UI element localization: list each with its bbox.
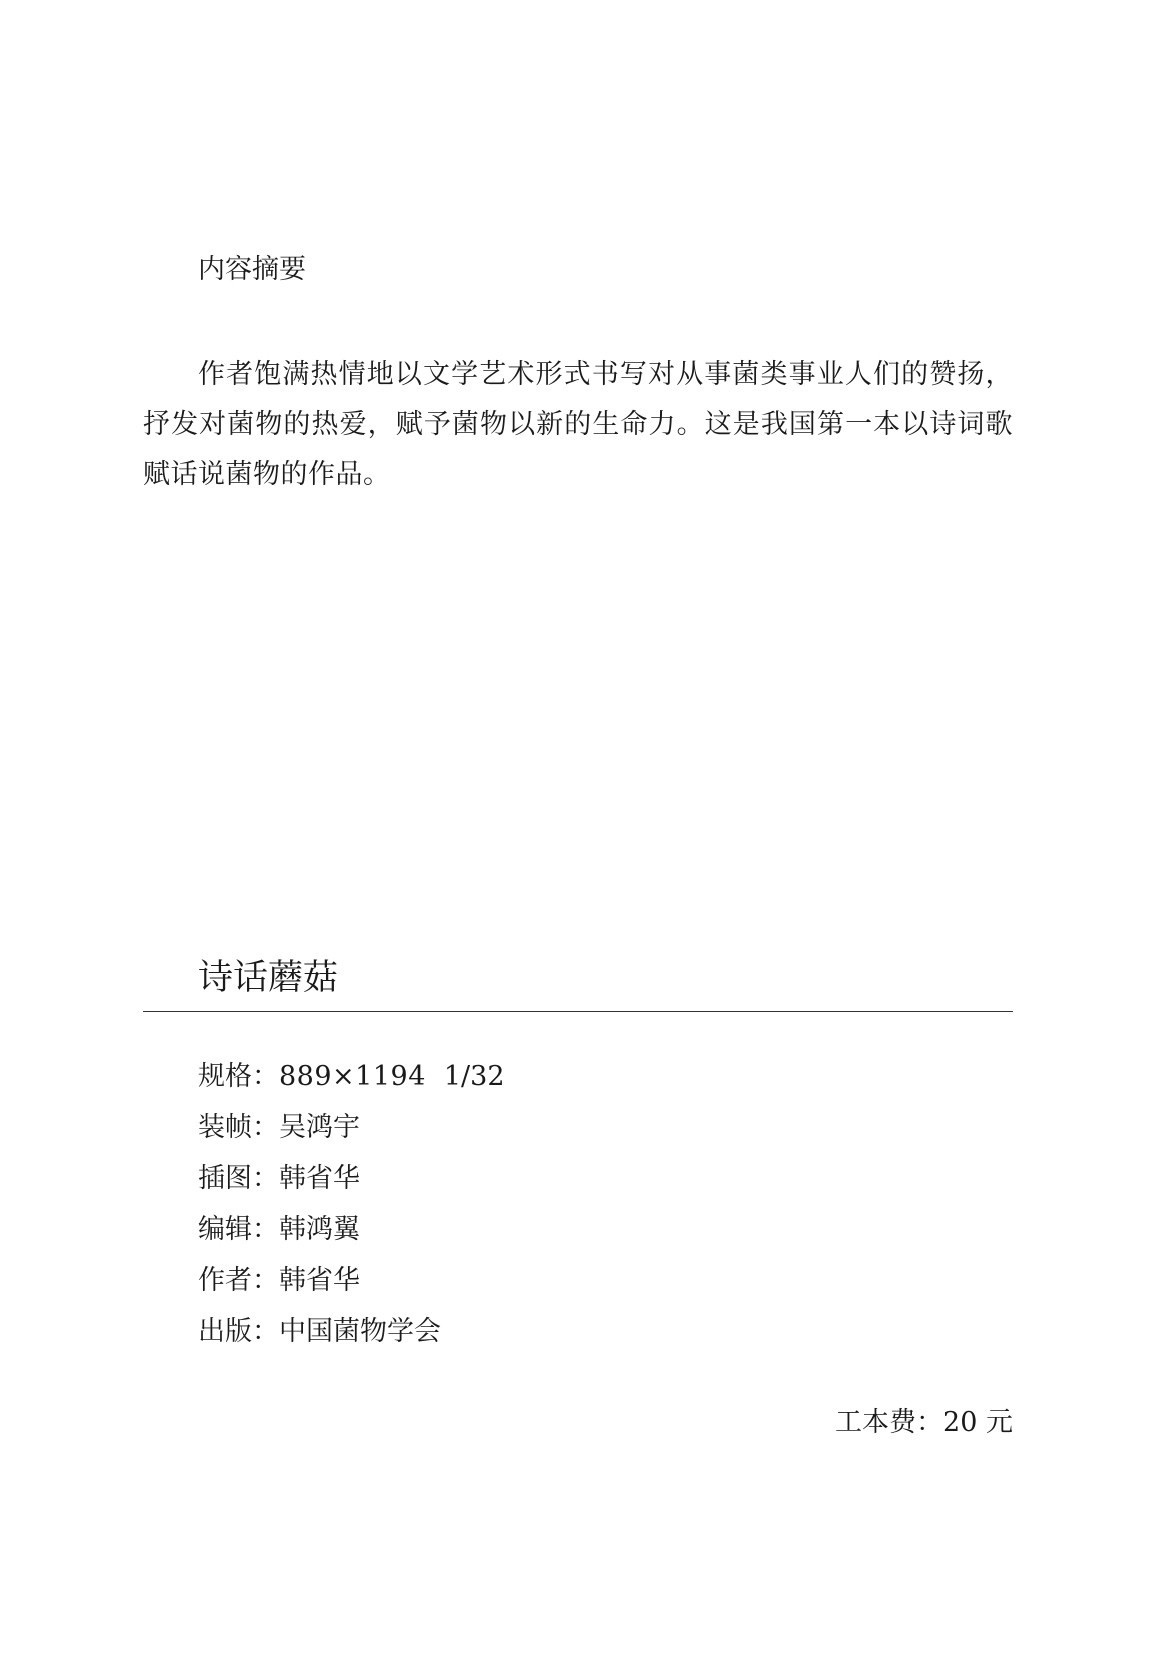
info-value: 吴鸿宇 xyxy=(279,1112,360,1143)
info-label: 出版 ： xyxy=(198,1316,279,1347)
abstract-body: 作者饱满热情地以文学艺术形式书写对从事菌类事业人们的赞扬，抒发对菌物的热爱，赋予菌物以新的生命力。这是我国第一本以诗词歌赋话说菌物的作品。 xyxy=(143,359,1013,490)
info-row-editor xyxy=(198,1204,505,1255)
info-label: 编辑 ： xyxy=(198,1214,279,1245)
book-title: 诗话蘑菇 xyxy=(198,958,339,998)
publication-info-list xyxy=(198,1051,505,1357)
info-label: 规格 ： xyxy=(198,1061,279,1092)
info-row-illustration xyxy=(198,1153,505,1204)
price-label: 工本费 ： xyxy=(835,1407,943,1438)
info-value-ratio: 1/32 xyxy=(443,1061,505,1092)
abstract-heading: 内容摘要 xyxy=(198,254,306,285)
info-label: 插图 ： xyxy=(198,1163,279,1194)
price xyxy=(835,1405,1013,1441)
info-row-spec xyxy=(198,1051,505,1102)
info-value: 889×1194 xyxy=(279,1061,426,1092)
info-value: 中国菌物学会 xyxy=(279,1316,441,1347)
info-label: 装帧 ： xyxy=(198,1112,279,1143)
info-value: 韩省华 xyxy=(279,1163,360,1194)
info-row-binding xyxy=(198,1102,505,1153)
info-row-publisher xyxy=(198,1306,505,1357)
info-label: 作者 ： xyxy=(198,1265,279,1296)
info-value: 韩鸿翼 xyxy=(279,1214,360,1245)
price-value: 20 元 xyxy=(943,1407,1013,1438)
info-row-author xyxy=(198,1255,505,1306)
title-divider xyxy=(143,1011,1013,1012)
info-value: 韩省华 xyxy=(279,1265,360,1296)
